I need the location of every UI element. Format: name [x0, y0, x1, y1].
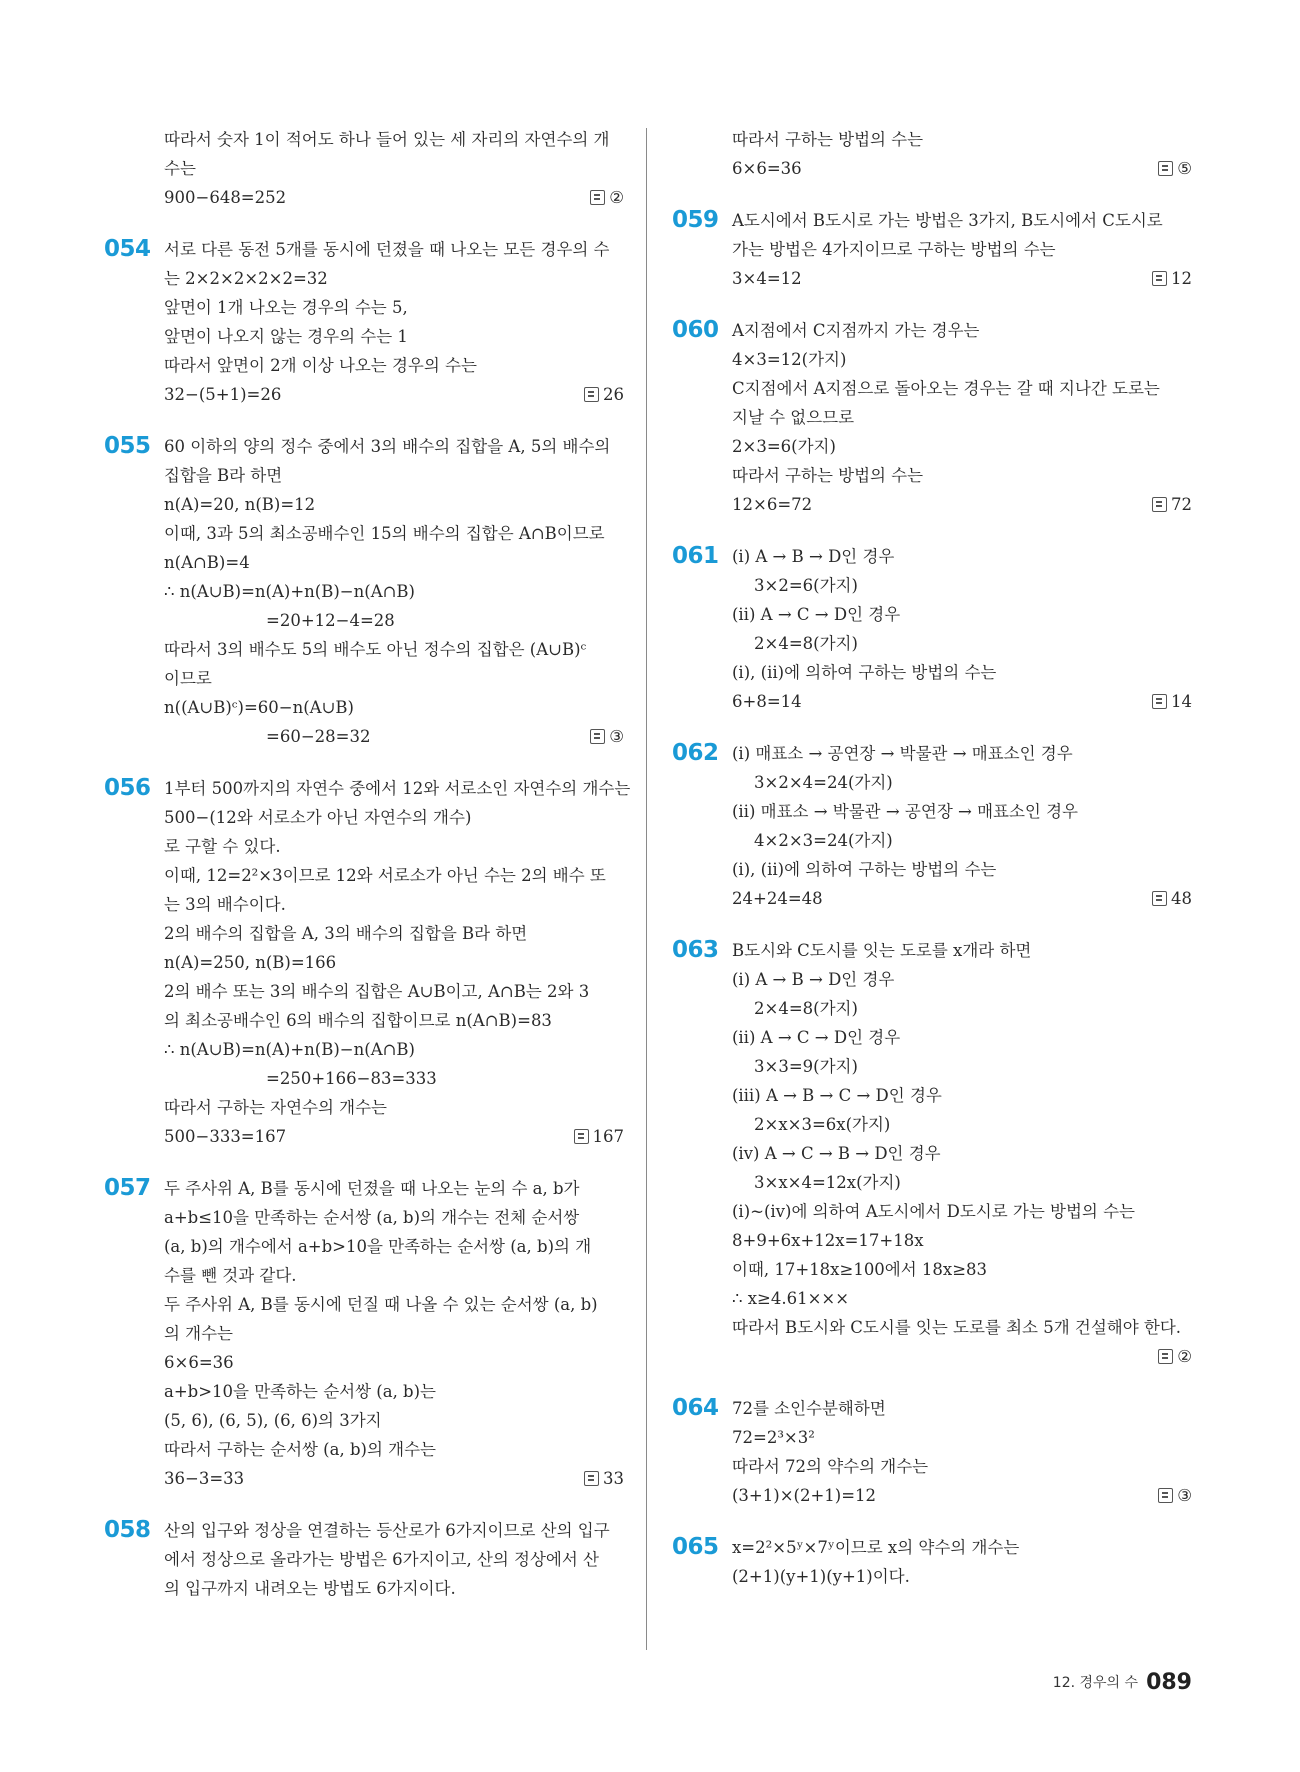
solution-line: 따라서 구하는 방법의 수는	[732, 466, 924, 485]
answer-mark: ②	[1158, 1342, 1192, 1371]
solution-line: 2의 배수 또는 3의 배수의 집합은 A∪B이고, A∩B는 2와 3	[164, 982, 590, 1001]
solution-line: 의 최소공배수인 6의 배수의 집합이므로 n(A∩B)=83	[164, 1011, 552, 1030]
answer-mark: ②	[590, 183, 624, 212]
solution-line: 따라서 72의 약수의 개수는	[732, 1457, 929, 1476]
right-column	[672, 125, 1192, 1591]
solution-line: 따라서 구하는 자연수의 개수는	[164, 1098, 387, 1117]
solution-line: 앞면이 1개 나오는 경우의 수는 5,	[164, 298, 408, 317]
solution-line: n(A)=250, n(B)=166	[164, 953, 337, 972]
answer-icon	[1152, 694, 1167, 709]
problem-number: 056	[104, 775, 151, 801]
solution-line: (ⅰ)~(ⅳ)에 의하여 A도시에서 D도시로 가는 방법의 수는	[732, 1202, 1135, 1221]
answer-mark: 72	[1152, 490, 1192, 519]
solution-line: 2×4=8(가지)	[754, 634, 858, 653]
answer-icon	[1158, 1488, 1173, 1503]
answer-icon	[584, 387, 599, 402]
solution-line: 36−3=33 33	[164, 1464, 624, 1493]
page-footer	[1053, 1670, 1192, 1695]
left-column	[104, 125, 631, 1603]
solution-line: x=2²×5ʸ×7ʸ이므로 x의 약수의 개수는	[732, 1538, 1020, 1557]
solution-line: 500−(12와 서로소가 아닌 자연수의 개수)	[164, 808, 472, 827]
solution-line: 수는	[164, 159, 196, 178]
solution-line: 이때, 17+18x≥100에서 18x≥83	[732, 1260, 988, 1279]
answer-icon	[1158, 161, 1173, 176]
answer-mark: ③	[1158, 1481, 1192, 1510]
solution-line: 2×4=8(가지)	[754, 999, 858, 1018]
solution-line: 3×4=12 12	[732, 264, 1192, 293]
solution-line: 6×6=36	[164, 1353, 234, 1372]
solution-line: 따라서 구하는 방법의 수는	[732, 130, 924, 149]
answer-mark: 167	[574, 1122, 625, 1151]
solution-line: 2×x×3=6x(가지)	[754, 1115, 891, 1134]
answer-mark: 14	[1152, 687, 1192, 716]
solution-line: (5, 6), (6, 5), (6, 6)의 3가지	[164, 1411, 382, 1430]
solution-line: (3+1)×(2+1)=12 ③	[732, 1481, 1192, 1510]
solution-line: (ⅰ) 매표소 → 공연장 → 박물관 → 매표소인 경우	[732, 744, 1073, 763]
solution-line: (a, b)의 개수에서 a+b>10을 만족하는 순서쌍 (a, b)의 개	[164, 1237, 592, 1256]
solution-line: a+b≤10을 만족하는 순서쌍 (a, b)의 개수는 전체 순서쌍	[164, 1208, 580, 1227]
answer-mark: 26	[584, 380, 624, 409]
solution-line: 72=2³×3²	[732, 1428, 815, 1447]
problem-number: 057	[104, 1175, 151, 1201]
solution-line: 이때, 3과 5의 최소공배수인 15의 배수의 집합은 A∩B이므로	[164, 524, 605, 543]
answer-mark: ③	[590, 722, 624, 751]
solution-line: 2×3=6(가지)	[732, 437, 836, 456]
solution-line: (ⅱ) 매표소 → 박물관 → 공연장 → 매표소인 경우	[732, 802, 1078, 821]
problem-number: 060	[672, 317, 719, 343]
solution-line: 두 주사위 A, B를 동시에 던졌을 때 나오는 눈의 수 a, b가	[164, 1179, 580, 1198]
solution-line: 따라서 B도시와 C도시를 잇는 도로를 최소 5개 건설해야 한다.	[732, 1318, 1182, 1337]
solution-line: C지점에서 A지점으로 돌아오는 경우는 갈 때 지나간 도로는	[732, 379, 1160, 398]
solution-line: 가는 방법은 4가지이므로 구하는 방법의 수는	[732, 240, 1056, 259]
solution-line: A도시에서 B도시로 가는 방법은 3가지, B도시에서 C도시로	[732, 211, 1163, 230]
solution-line: (ⅰ), (ⅱ)에 의하여 구하는 방법의 수는	[732, 860, 997, 879]
answer-icon	[590, 190, 605, 205]
problem-055	[104, 432, 624, 751]
problem-number: 062	[672, 740, 719, 766]
problem-number: 061	[672, 543, 719, 569]
solution-line: 따라서 구하는 순서쌍 (a, b)의 개수는	[164, 1440, 436, 1459]
solution-line: 에서 정상으로 올라가는 방법은 6가지이고, 산의 정상에서 산	[164, 1550, 599, 1569]
solution-line: 1부터 500까지의 자연수 중에서 12와 서로소인 자연수의 개수는	[164, 779, 631, 798]
problem-056	[104, 774, 631, 1151]
solution-line: =60−28=32 ③	[164, 722, 624, 751]
answer-mark: ⑤	[1158, 154, 1192, 183]
solution-line: 6+8=14 14	[732, 687, 1192, 716]
solution-line: 12×6=72 72	[732, 490, 1192, 519]
answer-icon	[1152, 271, 1167, 286]
solution-line: 6×6=36 ⑤	[732, 154, 1192, 183]
solution-line: 3×3=9(가지)	[754, 1057, 858, 1076]
solution-line: 따라서 숫자 1이 적어도 하나 들어 있는 세 자리의 자연수의 개	[164, 130, 610, 149]
solution-line: 따라서 앞면이 2개 이상 나오는 경우의 수는	[164, 356, 477, 375]
solution-line: 의 개수는	[164, 1324, 234, 1343]
problem-060	[672, 316, 1192, 519]
solution-line: n((A∪B)ᶜ)=60−n(A∪B)	[164, 698, 354, 717]
solution-line: 4×2×3=24(가지)	[754, 831, 893, 850]
answer-mark: 48	[1152, 884, 1192, 913]
solution-line: ∴ x≥4.61×××	[732, 1289, 850, 1308]
solution-line: a+b>10을 만족하는 순서쌍 (a, b)는	[164, 1382, 436, 1401]
solution-line: 는 2×2×2×2×2=32	[164, 269, 328, 288]
solution-line: 산의 입구와 정상을 연결하는 등산로가 6가지이므로 산의 입구	[164, 1521, 610, 1540]
solution-line: 로 구할 수 있다.	[164, 837, 281, 856]
solution-line: 3×2=6(가지)	[754, 576, 858, 595]
problem-061	[672, 542, 1192, 716]
solution-line: (ⅲ) A → B → C → D인 경우	[732, 1086, 942, 1105]
solution-line: 는 3의 배수이다.	[164, 895, 286, 914]
solution-line: 4×3=12(가지)	[732, 350, 847, 369]
solution-line: B도시와 C도시를 잇는 도로를 x개라 하면	[732, 941, 1032, 960]
solution-line: n(A)=20, n(B)=12	[164, 495, 316, 514]
answer-icon	[1152, 891, 1167, 906]
problem-number: 054	[104, 236, 151, 262]
solution-line: 수를 뺀 것과 같다.	[164, 1266, 297, 1285]
answer-icon	[590, 729, 605, 744]
solution-line: 서로 다른 동전 5개를 동시에 던졌을 때 나오는 모든 경우의 수	[164, 240, 610, 259]
solution-line: (ⅳ) A → C → B → D인 경우	[732, 1144, 941, 1163]
answer-mark: 33	[584, 1464, 624, 1493]
problem-number: 059	[672, 207, 719, 233]
solution-line: =20+12−4=28	[266, 611, 395, 630]
solution-line: ∴ n(A∪B)=n(A)+n(B)−n(A∩B)	[164, 1040, 415, 1059]
solution-line: 따라서 3의 배수도 5의 배수도 아닌 정수의 집합은 (A∪B)ᶜ	[164, 640, 587, 659]
solution-line: (ⅱ) A → C → D인 경우	[732, 605, 901, 624]
solution-line: 60 이하의 양의 정수 중에서 3의 배수의 집합을 A, 5의 배수의	[164, 437, 611, 456]
page-number: 089	[1146, 1670, 1192, 1695]
solution-line: A지점에서 C지점까지 가는 경우는	[732, 321, 980, 340]
problem-058	[104, 1516, 624, 1603]
solution-line: 3×2×4=24(가지)	[754, 773, 893, 792]
answer-icon	[1152, 497, 1167, 512]
answer-mark: 12	[1152, 264, 1192, 293]
problem-064	[672, 1394, 1192, 1510]
solution-line: (ⅱ) A → C → D인 경우	[732, 1028, 901, 1047]
solution-line: 지날 수 없으므로	[732, 408, 855, 427]
problem-063	[672, 936, 1192, 1371]
solution-line: (ⅰ) A → B → D인 경우	[732, 970, 895, 989]
problem-062	[672, 739, 1192, 913]
chapter-title: 12. 경우의 수	[1052, 1675, 1139, 1691]
problem-057	[104, 1174, 624, 1493]
solution-line: 이때, 12=2²×3이므로 12와 서로소가 아닌 수는 2의 배수 또	[164, 866, 606, 885]
answer-icon	[584, 1471, 599, 1486]
answer-icon	[1158, 1349, 1173, 1364]
solution-line: 앞면이 나오지 않는 경우의 수는 1	[164, 327, 408, 346]
solution-line: (2+1)(y+1)(y+1)이다.	[732, 1567, 910, 1586]
problem-number: 058	[104, 1517, 151, 1543]
solution-line: 8+9+6x+12x=17+18x	[732, 1231, 924, 1250]
solution-line: 500−333=167 167	[164, 1122, 624, 1151]
solution-line: n(A∩B)=4	[164, 553, 250, 572]
solution-line: 32−(5+1)=26 26	[164, 380, 624, 409]
solution-line: 900−648=252 ②	[164, 183, 624, 212]
solution-line: 2의 배수의 집합을 A, 3의 배수의 집합을 B라 하면	[164, 924, 528, 943]
continuation-block	[672, 125, 1192, 183]
problem-number: 064	[672, 1395, 719, 1421]
solution-line: (ⅰ) A → B → D인 경우	[732, 547, 895, 566]
solution-line: 3×x×4=12x(가지)	[754, 1173, 901, 1192]
solution-line: 72를 소인수분해하면	[732, 1399, 886, 1418]
solution-line: 집합을 B라 하면	[164, 466, 283, 485]
column-divider	[646, 128, 647, 1650]
problem-number: 065	[672, 1534, 719, 1560]
continuation-block	[104, 125, 624, 212]
solution-line: (ⅰ), (ⅱ)에 의하여 구하는 방법의 수는	[732, 663, 997, 682]
solution-line: ∴ n(A∪B)=n(A)+n(B)−n(A∩B)	[164, 582, 415, 601]
problem-059	[672, 206, 1192, 293]
answer-icon	[574, 1129, 589, 1144]
solution-line: 의 입구까지 내려오는 방법도 6가지이다.	[164, 1579, 456, 1598]
solution-line: 두 주사위 A, B를 동시에 던질 때 나올 수 있는 순서쌍 (a, b)	[164, 1295, 598, 1314]
problem-number: 063	[672, 937, 719, 963]
solution-line: 24+24=48 48	[732, 884, 1192, 913]
answer-row	[732, 1342, 1192, 1371]
solution-line: 이므로	[164, 669, 212, 688]
problem-054	[104, 235, 624, 409]
problem-number: 055	[104, 433, 151, 459]
solution-line: =250+166−83=333	[266, 1069, 437, 1088]
problem-065	[672, 1533, 1192, 1591]
